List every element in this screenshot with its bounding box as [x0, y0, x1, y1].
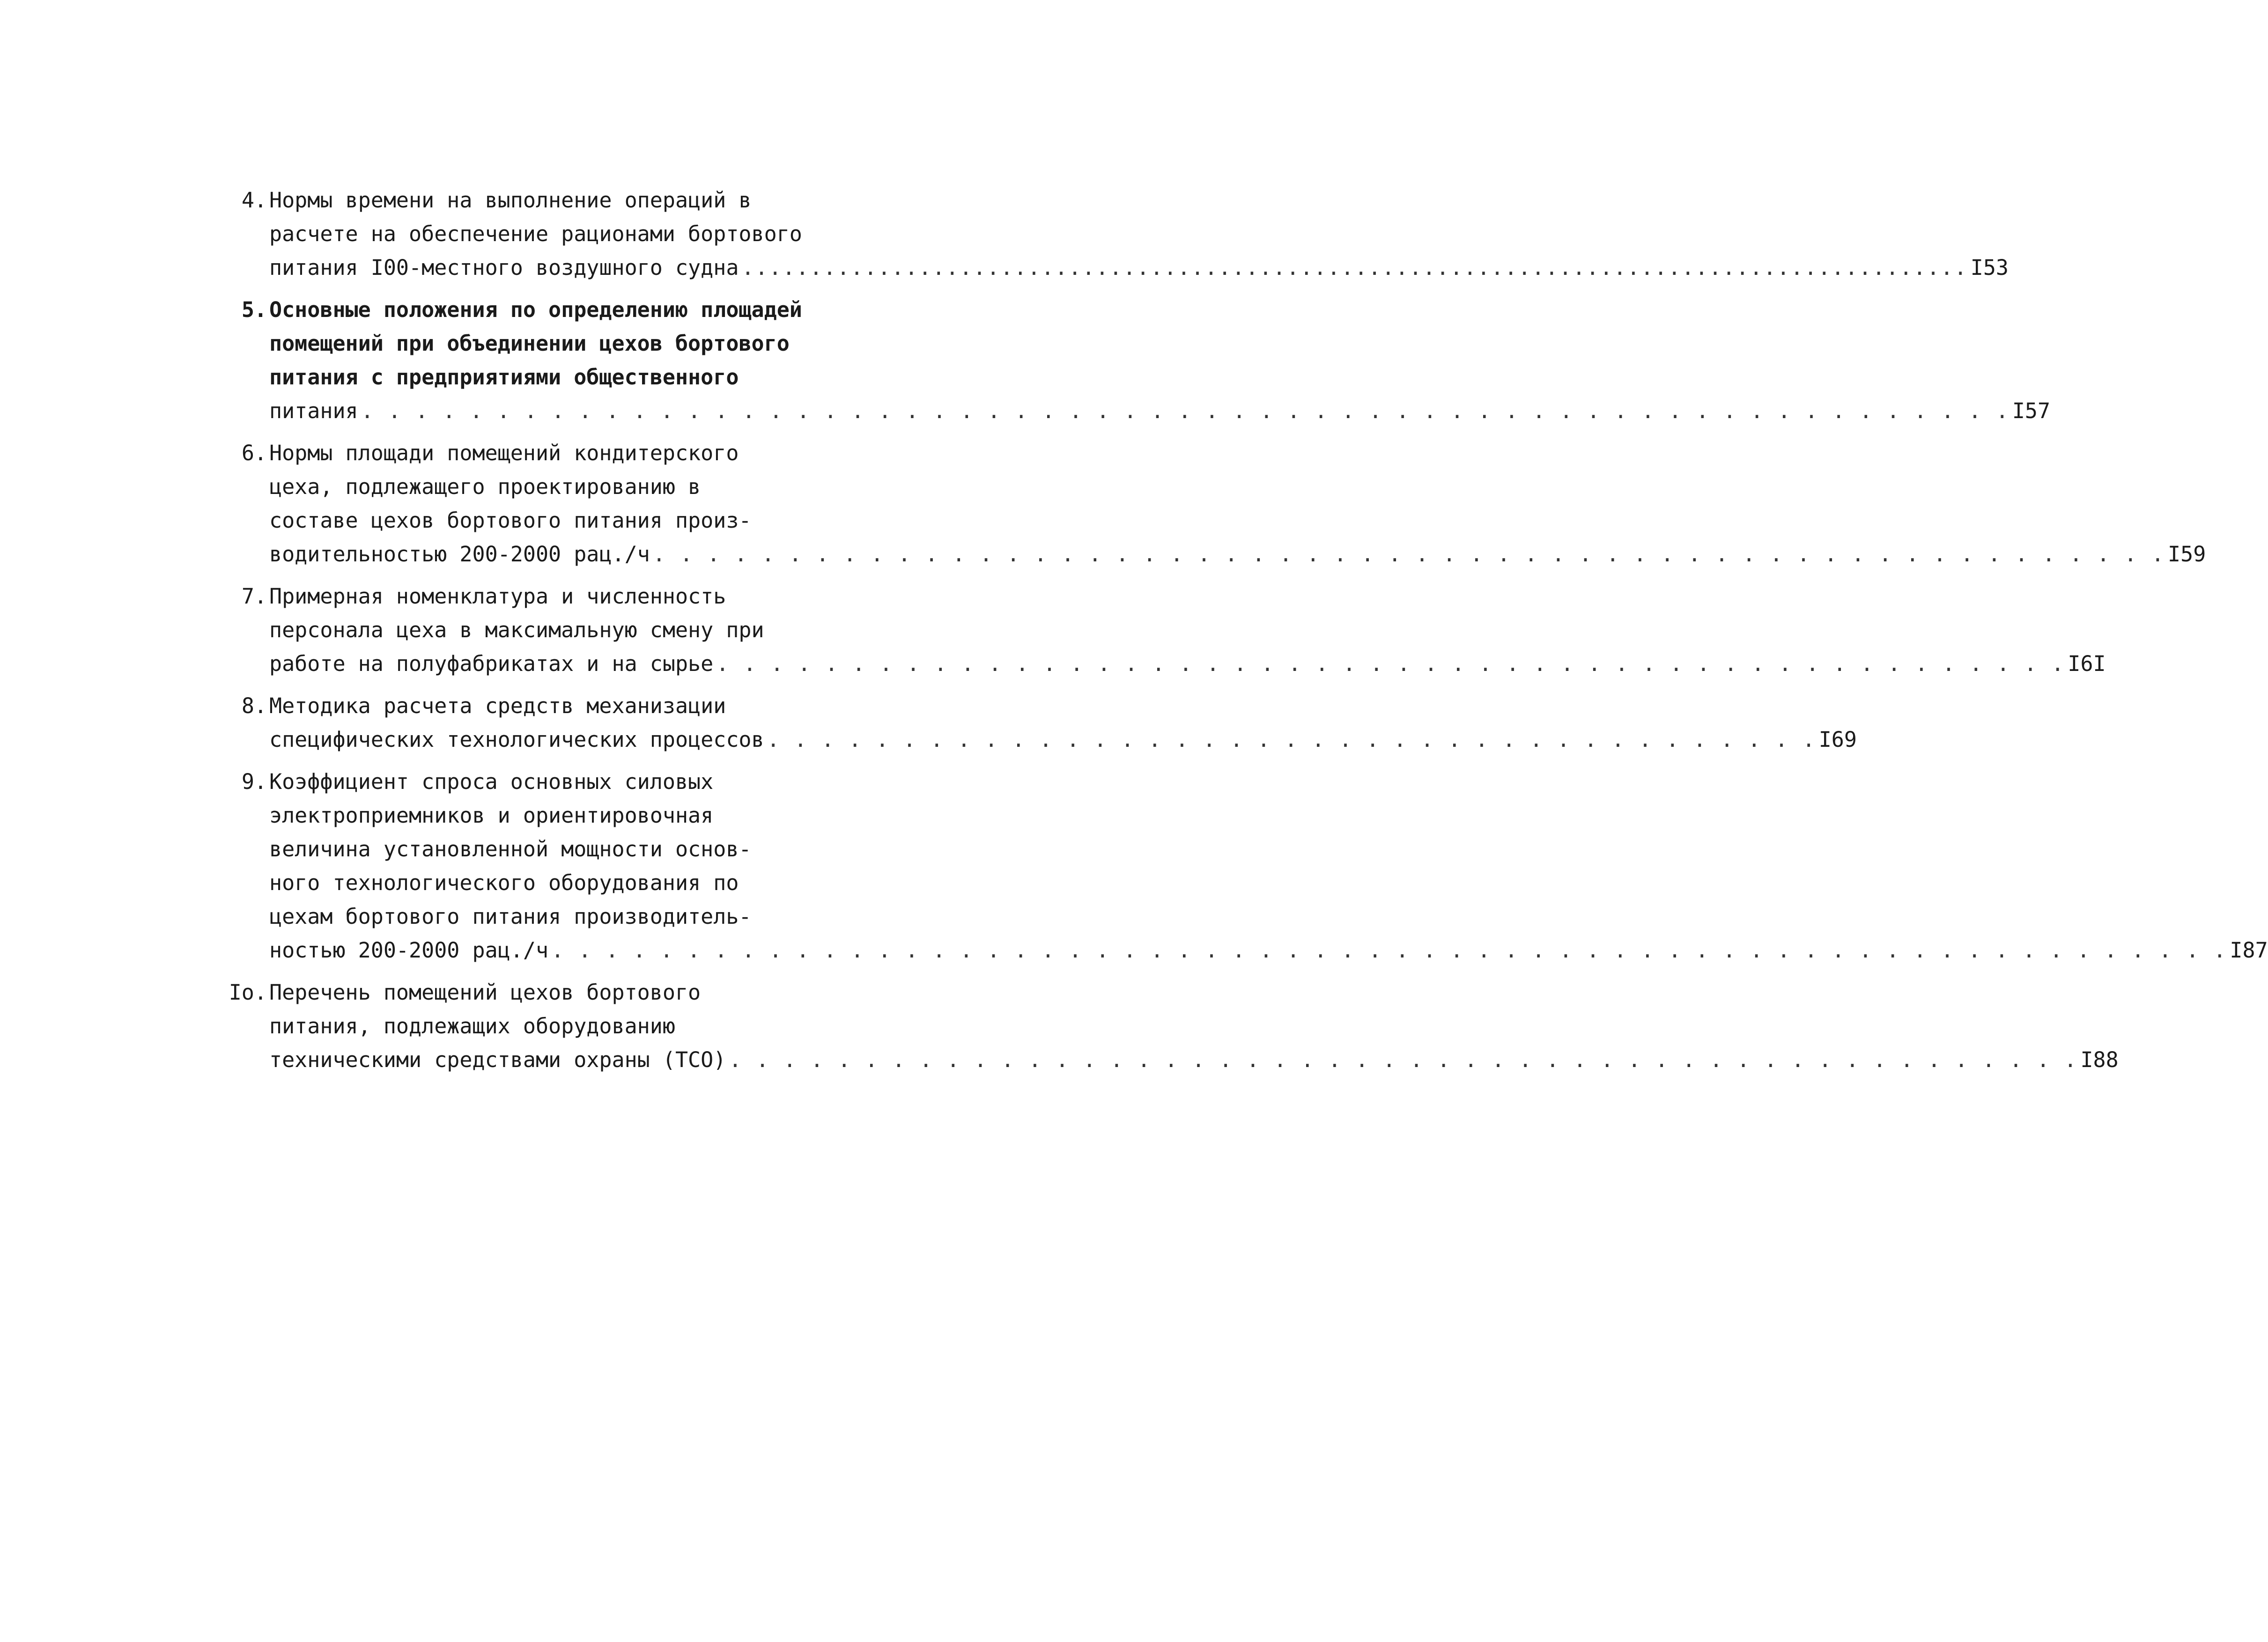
- entry-last-line: [269, 934, 2268, 967]
- entry-title-line: специфических технологических процессов: [269, 727, 764, 752]
- entry-title-line: Нормы времени на выполнение операций в: [269, 188, 752, 213]
- entry-last-line: [269, 251, 2009, 285]
- entry-title-line: Методика расчета средств механизации: [269, 693, 726, 718]
- entry-number: 9.: [241, 769, 267, 794]
- page-number: I57: [2012, 398, 2051, 423]
- toc-entry-7: [215, 580, 2106, 681]
- toc-entry-4: [215, 184, 2009, 285]
- entry-last-line: [269, 538, 2206, 571]
- entry-title-line: персонала цеха в максимальную смену при: [269, 618, 764, 642]
- page-number: I6I: [2068, 651, 2106, 676]
- entry-title-line: расчете на обеспечение рационами бортового: [269, 221, 802, 246]
- entry-title-line: ностью 200-2000 рац./ч: [269, 938, 549, 963]
- entry-title-line: питания, подлежащих оборудованию: [269, 1014, 675, 1038]
- dot-leader: . . . . . . . . . . . . . . . . . . . . . . . . . . . . . . . . . . . . . . . . . . . . . . . . . .: [716, 651, 2065, 676]
- entry-title: [269, 689, 1857, 757]
- entry-title-line: питания: [269, 398, 358, 423]
- entry-title-line: электроприемников и ориентировочная: [269, 803, 714, 828]
- entry-title-line: водительностью 200-2000 рац./ч: [269, 542, 650, 567]
- entry-title-line: цехам бортового питания производитель-: [269, 904, 752, 929]
- entry-title-line: питания с предприятиями общественного: [269, 365, 739, 390]
- entry-title-line: Коэффициент спроса основных силовых: [269, 769, 714, 794]
- entry-title-line: Нормы площади помещений кондитерского: [269, 441, 739, 465]
- dot-leader: . . . . . . . . . . . . . . . . . . . . . . . . . . . . . . . . . . . . . . . . . . . . . . . . . .: [729, 1047, 2078, 1072]
- table-of-contents: [215, 184, 2268, 1085]
- entry-last-line: [269, 394, 2051, 428]
- entry-title: [269, 184, 2009, 285]
- entry-title: [269, 765, 2268, 967]
- dot-leader: . . . . . . . . . . . . . . . . . . . . . . . . . . . . . . . . . . . . . . . . . . . . . . . . . . . . . . . . . . . . .: [361, 398, 2009, 423]
- entry-title-line: питания I00-местного воздушного судна: [269, 255, 739, 280]
- entry-number: 7.: [241, 584, 267, 609]
- toc-entry-8: [215, 689, 1857, 757]
- page-number: I88: [2080, 1047, 2119, 1072]
- entry-number: 8.: [241, 693, 267, 718]
- page-number: I53: [1970, 255, 2009, 280]
- entry-last-line: [269, 723, 1857, 757]
- entry-title-line: составе цехов бортового питания произ-: [269, 508, 752, 533]
- entry-title-line: помещений при объединении цехов бортового: [269, 331, 790, 356]
- toc-entry-6: [215, 436, 2206, 571]
- entry-title-line: цеха, подлежащего проектированию в: [269, 474, 701, 499]
- entry-title-line: Перечень помещений цехов бортового: [269, 980, 701, 1005]
- dot-leader: . . . . . . . . . . . . . . . . . . . . . . . . . . . . . . . . . . . . . . . . . . . . . . . . . . . . . . . .: [652, 542, 2165, 567]
- entry-number: 4.: [241, 188, 267, 213]
- entry-title: [269, 436, 2206, 571]
- entry-title: [269, 976, 2119, 1077]
- toc-entry-10: [215, 976, 2119, 1077]
- dot-leader: . . . . . . . . . . . . . . . . . . . . . . . . . . . . . . . . . . . . . . .: [767, 727, 1816, 752]
- entry-title-line: работе на полуфабрикатах и на сырье: [269, 651, 714, 676]
- entry-title-line: ного технологического оборудования по: [269, 870, 739, 895]
- entry-number: Iо.: [229, 980, 267, 1005]
- entry-title: [269, 580, 2106, 681]
- page-number: I87: [2230, 938, 2268, 963]
- entry-last-line: [269, 1043, 2119, 1077]
- entry-title: [269, 293, 2051, 428]
- toc-entry-9: [215, 765, 2268, 967]
- dot-leader: . . . . . . . . . . . . . . . . . . . . . . . . . . . . . . . . . . . . . . . . . . . . . . . . . . . . . . . . . . . . . .: [551, 938, 2227, 963]
- entry-title-line: техническими средствами охраны (ТСО): [269, 1047, 726, 1072]
- entry-title-line: Примерная номенклатура и численность: [269, 584, 726, 609]
- page-number: I69: [1818, 727, 1857, 752]
- entry-number: 6.: [241, 441, 267, 465]
- entry-title-line: величина установленной мощности основ-: [269, 837, 752, 861]
- entry-title-line: Основные положения по определению площадей: [269, 297, 802, 322]
- toc-entry-5: [215, 293, 2051, 428]
- entry-number: 5.: [241, 297, 267, 322]
- page-number: I59: [2168, 542, 2206, 567]
- entry-last-line: [269, 647, 2106, 681]
- dot-leader: ..........................................................................................: [741, 255, 1968, 280]
